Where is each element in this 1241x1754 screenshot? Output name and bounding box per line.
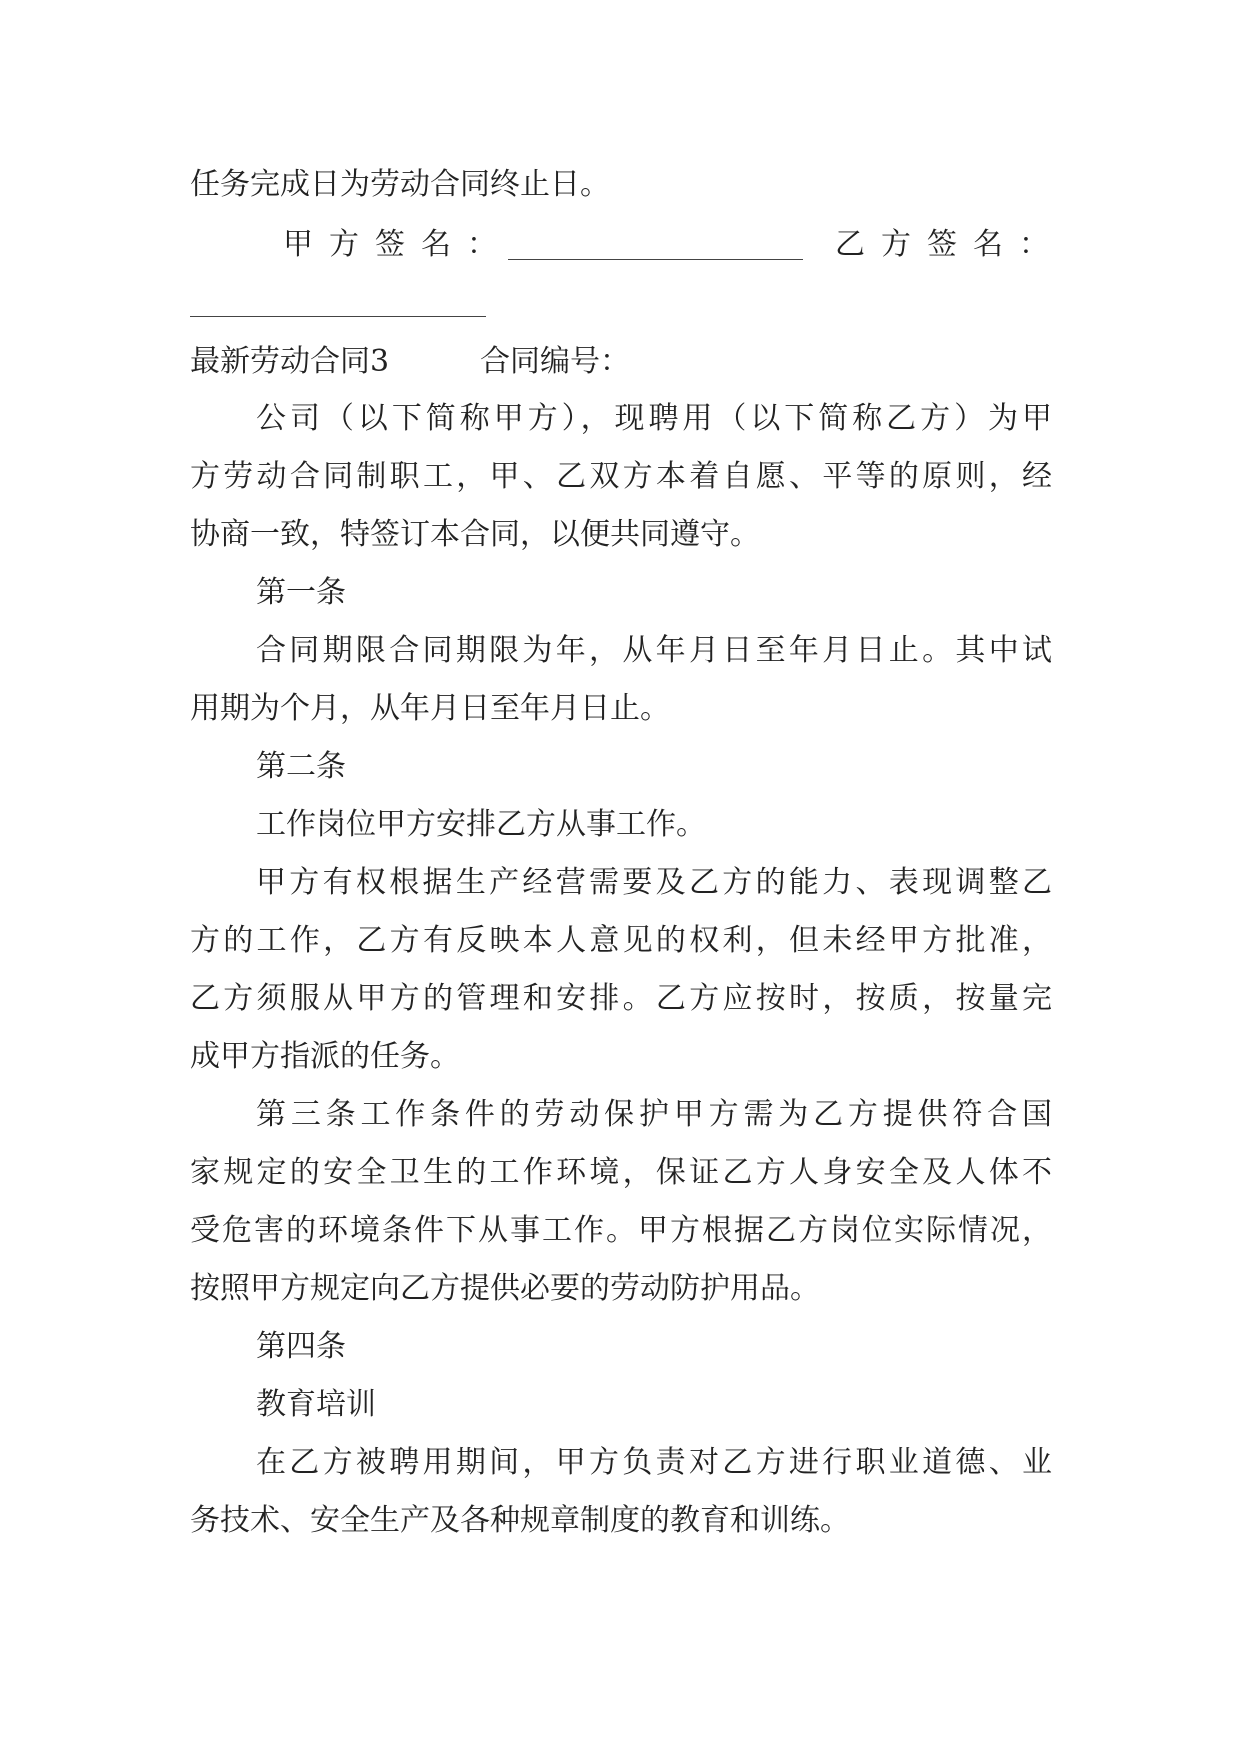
intro-line: 方劳动合同制职工，甲、乙双方本着自愿、平等的原则，经 bbox=[190, 459, 1052, 494]
contract-title: 最新劳动合同3 bbox=[190, 344, 390, 379]
contract-number-label: 合同编号： bbox=[480, 344, 630, 379]
article-subheading: 教育培训 bbox=[256, 1387, 376, 1422]
party-b-signature-line bbox=[190, 316, 486, 317]
party-a-signature-label: 甲方签名： bbox=[283, 227, 513, 262]
contract-title-row bbox=[190, 342, 1052, 382]
party-b-signature-label: 乙方签名： bbox=[835, 227, 1065, 262]
article-body-line: 受危害的环境条件下从事工作。甲方根据乙方岗位实际情况， bbox=[190, 1213, 1052, 1248]
party-a-signature-line bbox=[508, 259, 803, 260]
paragraph-line: 任务完成日为劳动合同终止日。 bbox=[190, 167, 610, 202]
article-body-line: 方的工作，乙方有反映本人意见的权利，但未经甲方批准， bbox=[190, 923, 1052, 958]
article-body-line: 成甲方指派的任务。 bbox=[190, 1039, 460, 1074]
article-heading: 第四条 bbox=[256, 1329, 346, 1364]
article-body-line: 甲方有权根据生产经营需要及乙方的能力、表现调整乙 bbox=[256, 865, 1052, 900]
article-body-line: 第三条工作条件的劳动保护甲方需为乙方提供符合国 bbox=[256, 1097, 1052, 1132]
article-body-line: 在乙方被聘用期间，甲方负责对乙方进行职业道德、业 bbox=[256, 1445, 1052, 1480]
article-heading: 第二条 bbox=[256, 749, 346, 784]
article-body-line: 用期为个月，从年月日至年月日止。 bbox=[190, 691, 670, 726]
intro-line: 协商一致，特签订本合同，以便共同遵守。 bbox=[190, 517, 760, 552]
article-body-line: 乙方须服从甲方的管理和安排。乙方应按时，按质，按量完 bbox=[190, 981, 1052, 1016]
intro-line: 公司（以下简称甲方），现聘用（以下简称乙方）为甲 bbox=[256, 401, 1052, 436]
article-body-line: 家规定的安全卫生的工作环境，保证乙方人身安全及人体不 bbox=[190, 1155, 1052, 1190]
article-body-line: 务技术、安全生产及各种规章制度的教育和训练。 bbox=[190, 1503, 850, 1538]
signature-row bbox=[283, 225, 1065, 265]
article-heading: 第一条 bbox=[256, 575, 346, 610]
article-body-line: 合同期限合同期限为年，从年月日至年月日止。其中试 bbox=[256, 633, 1052, 668]
article-body-line: 按照甲方规定向乙方提供必要的劳动防护用品。 bbox=[190, 1271, 820, 1306]
article-body-line: 工作岗位甲方安排乙方从事工作。 bbox=[256, 807, 706, 842]
